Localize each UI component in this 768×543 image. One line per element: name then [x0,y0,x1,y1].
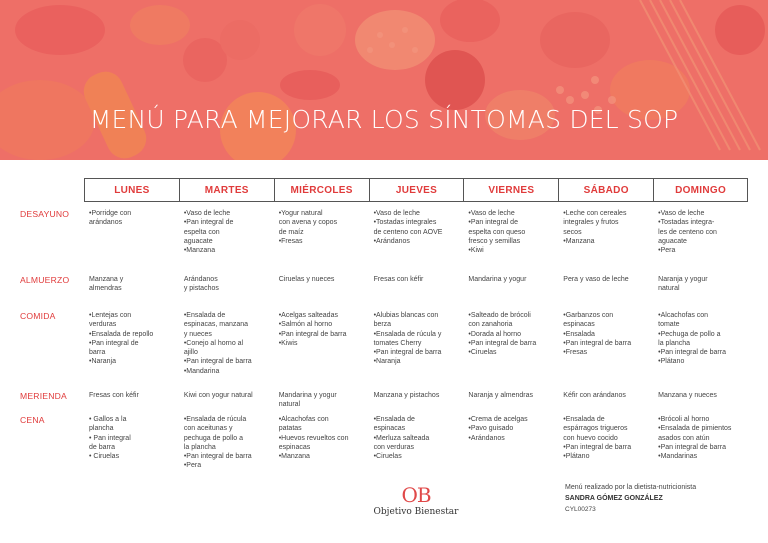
day-header-domingo: DOMINGO [653,178,748,202]
day-header-martes: MARTES [179,178,274,202]
menu-cell: •Ensalada de espinacas •Merluza salteada con verduras •Ciruelas [373,416,430,461]
menu-cell: •Vaso de leche •Tostadas integra- les de centeno con aguacate •Pera [658,210,717,255]
author-name: SANDRA GÓMEZ GONZÁLEZ [565,495,663,502]
menu-cell: Mandarina y yogur natural [278,392,337,409]
menu-cell: Pera y vaso de leche [563,276,629,283]
menu-cell: Kiwi con yogur natural [183,392,253,399]
grid-corner [20,178,84,202]
menu-cell: Naranja y almendras [468,392,534,399]
brand-logo [356,484,476,517]
menu-cell: •Alubias blancas con berza •Ensalada de rúcula y tomates Cherry •Pan integral de barra •Naranja [373,312,442,366]
menu-cell: Manzana y nueces [658,392,717,399]
menu-cell: Arándanos y pistachos [183,276,219,293]
meal-label-cena: CENA [20,415,45,425]
logo-text: Objetivo Bienestar [373,507,459,517]
menu-cell: Ciruelas y nueces [278,276,335,283]
page-title: MENÚ PARA MEJORAR LOS SÍNTOMAS DEL SOP [89,105,679,134]
menu-cell: •Ensalada de rúcula con aceitunas y pechuga de pollo a la plancha •Pan integral de barra •Pera [183,416,252,470]
registration-code: CYL00273 [565,506,596,513]
menu-cell: Fresas con kéfir [89,392,139,399]
menu-cell: Kéfir con arándanos [563,392,626,399]
credits [565,482,755,515]
meal-label-merienda: MERIENDA [20,391,67,401]
logo-mark: OB [401,483,431,507]
credit-line: Menú realizado por la dietista-nutricionista [565,484,697,491]
day-header-viernes: VIERNES [463,178,558,202]
menu-cell: Fresas con kéfir [373,276,424,283]
menu-cell: • Gallos a la plancha • Pan integral de barra • Ciruelas [89,416,131,461]
menu-cell: Mandarina y yogur [468,276,527,283]
day-header-miercoles: MIÉRCOLES [274,178,369,202]
menu-cell: •Porridge con arándanos [89,210,132,227]
menu-cell: Manzana y pistachos [373,392,440,399]
hero-banner [0,0,768,160]
menu-cell: •Vaso de leche •Pan integral de espelta con queso fresco y semillas •Kiwi [468,210,526,255]
weekly-menu-grid [20,178,748,488]
day-header-lunes: LUNES [84,178,179,202]
menu-cell: •Ensalada de espinacas, manzana y nueces •Conejo al horno al ajillo •Pan integral de barra •Mandarina [183,312,252,375]
food-background-illustration [0,0,768,160]
menu-cell: •Leche con cereales integrales y frutos secos •Manzana [563,210,627,245]
menu-cell: •Alcachofas con tomate •Pechuga de pollo a la plancha •Pan integral de barra •Plátano [658,312,726,366]
meal-label-desayuno: DESAYUNO [20,209,70,219]
menu-cell: •Yogur natural con avena y copos de maíz •Fresas [278,210,338,245]
menu-cell: •Vaso de leche •Tostadas integrales de centeno con AOVE •Arándanos [373,210,443,245]
meal-label-comida: COMIDA [20,311,56,321]
day-header-jueves: JUEVES [369,178,464,202]
meal-label-almuerzo: ALMUERZO [20,275,70,285]
menu-cell: •Alcachofas con patatas •Huevos revueltos con espinacas •Manzana [278,416,349,461]
day-header-sabado: SÁBADO [558,178,653,202]
menu-cell: •Acelgas salteadas •Salmón al horno •Pan integral de barra •Kiwis [278,312,347,347]
menu-cell: Naranja y yogur natural [658,276,708,293]
menu-cell: •Crema de acelgas •Pavo guisado •Arándanos [468,416,528,442]
menu-cell: •Vaso de leche •Pan integral de espelta con aguacate •Manzana [183,210,234,255]
menu-cell: •Lentejas con verduras •Ensalada de repollo •Pan integral de barra •Naranja [89,312,154,366]
menu-cell: •Ensalada de espárragos trigueros con huevo cocido •Pan integral de barra •Plátano [563,416,632,461]
menu-cell: •Garbanzos con espinacas •Ensalada •Pan integral de barra •Fresas [563,312,632,357]
menu-cell: Manzana y almendras [89,276,124,293]
menu-cell: •Brócoli al horno •Ensalada de pimientos asados con atún •Pan integral de barra •Mandarinas [658,416,732,461]
menu-cell: •Salteado de brócoli con zanahoria •Dorada al horno •Pan integral de barra •Ciruelas [468,312,537,357]
